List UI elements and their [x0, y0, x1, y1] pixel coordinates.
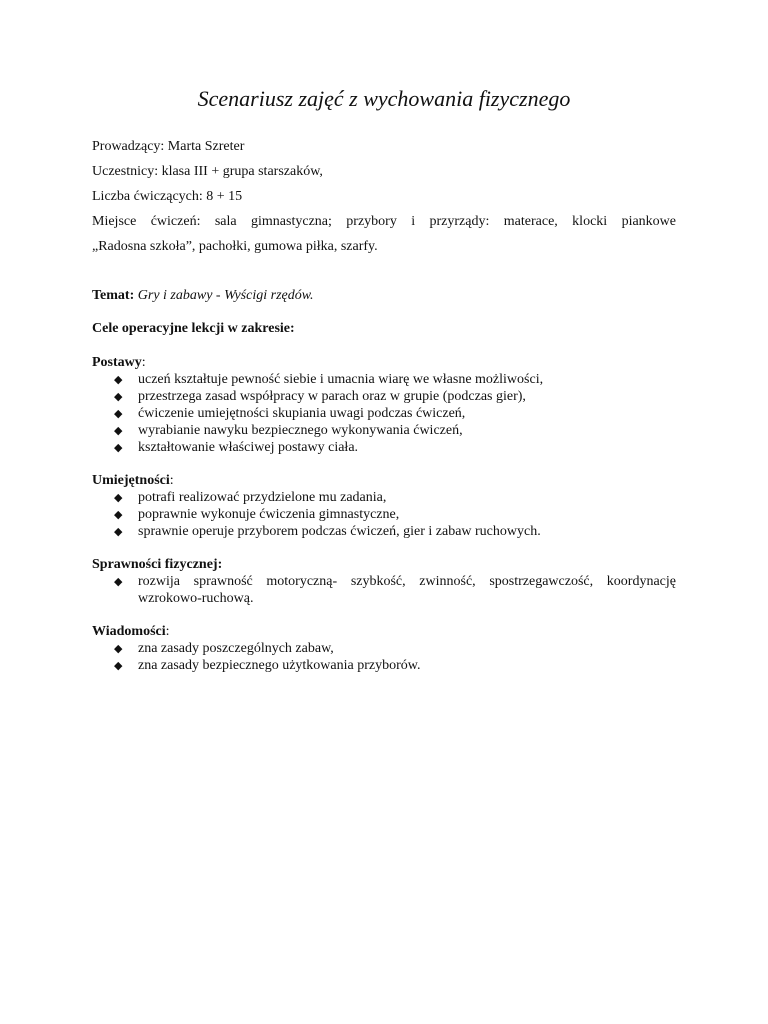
list-item [92, 506, 676, 523]
list-item-text: kształtowanie właściwej postawy ciała. [138, 440, 359, 455]
list-item-text: zna zasady poszczególnych zabaw, [138, 641, 334, 656]
list-item-text: ćwiczenie umiejętności skupiania uwagi podczas ćwiczeń, [138, 406, 466, 421]
list-item [92, 388, 676, 405]
list-item-text: przestrzega zasad współpracy w parach oraz w grupie (podczas gier), [138, 389, 526, 404]
leader-line: Prowadzący: Marta Szreter [92, 139, 245, 154]
section-heading [92, 556, 676, 573]
list-item-text: poprawnie wykonuje ćwiczenia gimnastyczne, [138, 507, 400, 522]
section-skills [92, 472, 676, 540]
list-item-text: potrafi realizować przydzielone mu zadania, [138, 490, 387, 505]
section-heading [92, 472, 676, 489]
section-heading [92, 354, 676, 371]
list-item-text: rozwija sprawność motoryczną- szybkość, zwinność, spostrzegawczość, koordynację wzrokowo-ruchową. [138, 574, 676, 606]
diamond-bullet-icon: ◆ [114, 525, 123, 538]
lesson-theme [92, 286, 676, 306]
diamond-bullet-icon: ◆ [114, 642, 123, 655]
section-heading-text: Umiejętności [92, 473, 170, 488]
lesson-metadata [92, 134, 676, 259]
section-heading [92, 623, 676, 640]
diamond-bullet-icon: ◆ [114, 659, 123, 672]
section-attitudes [92, 354, 676, 456]
section-heading-text: Sprawności fizycznej: [92, 557, 223, 572]
list-item-text: sprawnie operuje przyborem podczas ćwiczeń, gier i zabaw ruchowych. [138, 524, 541, 539]
section-knowledge [92, 623, 676, 674]
bullet-list [92, 489, 676, 540]
list-item [92, 439, 676, 456]
list-item [92, 657, 676, 674]
bullet-list [92, 371, 676, 456]
list-item [92, 640, 676, 657]
heading-colon: : [169, 473, 174, 488]
diamond-bullet-icon: ◆ [114, 407, 123, 420]
goals-heading: Cele operacyjne lekcji w zakresie: [92, 321, 295, 336]
diamond-bullet-icon: ◆ [114, 373, 123, 386]
list-item [92, 422, 676, 439]
place-line: Miejsce ćwiczeń: sala gimnastyczna; przybory i przyrządy: materace, klocki piankowe [92, 214, 676, 229]
list-item [92, 371, 676, 388]
diamond-bullet-icon: ◆ [114, 508, 123, 521]
list-item [92, 405, 676, 422]
diamond-bullet-icon: ◆ [114, 441, 123, 454]
theme-value: Gry i zabawy - Wyścigi rzędów. [137, 288, 314, 303]
list-item [92, 573, 676, 607]
diamond-bullet-icon: ◆ [114, 390, 123, 403]
participants-line: Uczestnicy: klasa III + grupa starszaków, [92, 164, 323, 179]
heading-colon: : [165, 624, 170, 639]
list-item [92, 489, 676, 506]
section-heading-text: Postawy [92, 355, 142, 370]
section-fitness [92, 556, 676, 607]
diamond-bullet-icon: ◆ [114, 424, 123, 437]
section-heading-text: Wiadomości [92, 624, 166, 639]
participant-count-line: Liczba ćwiczących: 8 + 15 [92, 189, 243, 204]
document-title: Scenariusz zajęć z wychowania fizycznego [197, 86, 571, 111]
list-item-text: uczeń kształtuje pewność siebie i umacnia wiarę we własne możliwości, [138, 372, 544, 387]
theme-label: Temat: [92, 288, 135, 303]
bullet-list [92, 573, 676, 607]
list-item-text: zna zasady bezpiecznego użytkowania przyborów. [138, 658, 421, 673]
bullet-list [92, 640, 676, 674]
diamond-bullet-icon: ◆ [114, 575, 123, 588]
place-line-continued: „Radosna szkoła”, pachołki, gumowa piłka, szarfy. [92, 239, 378, 254]
list-item-text: wyrabianie nawyku bezpiecznego wykonywania ćwiczeń, [138, 423, 463, 438]
heading-colon: : [141, 355, 146, 370]
list-item [92, 523, 676, 540]
diamond-bullet-icon: ◆ [114, 491, 123, 504]
